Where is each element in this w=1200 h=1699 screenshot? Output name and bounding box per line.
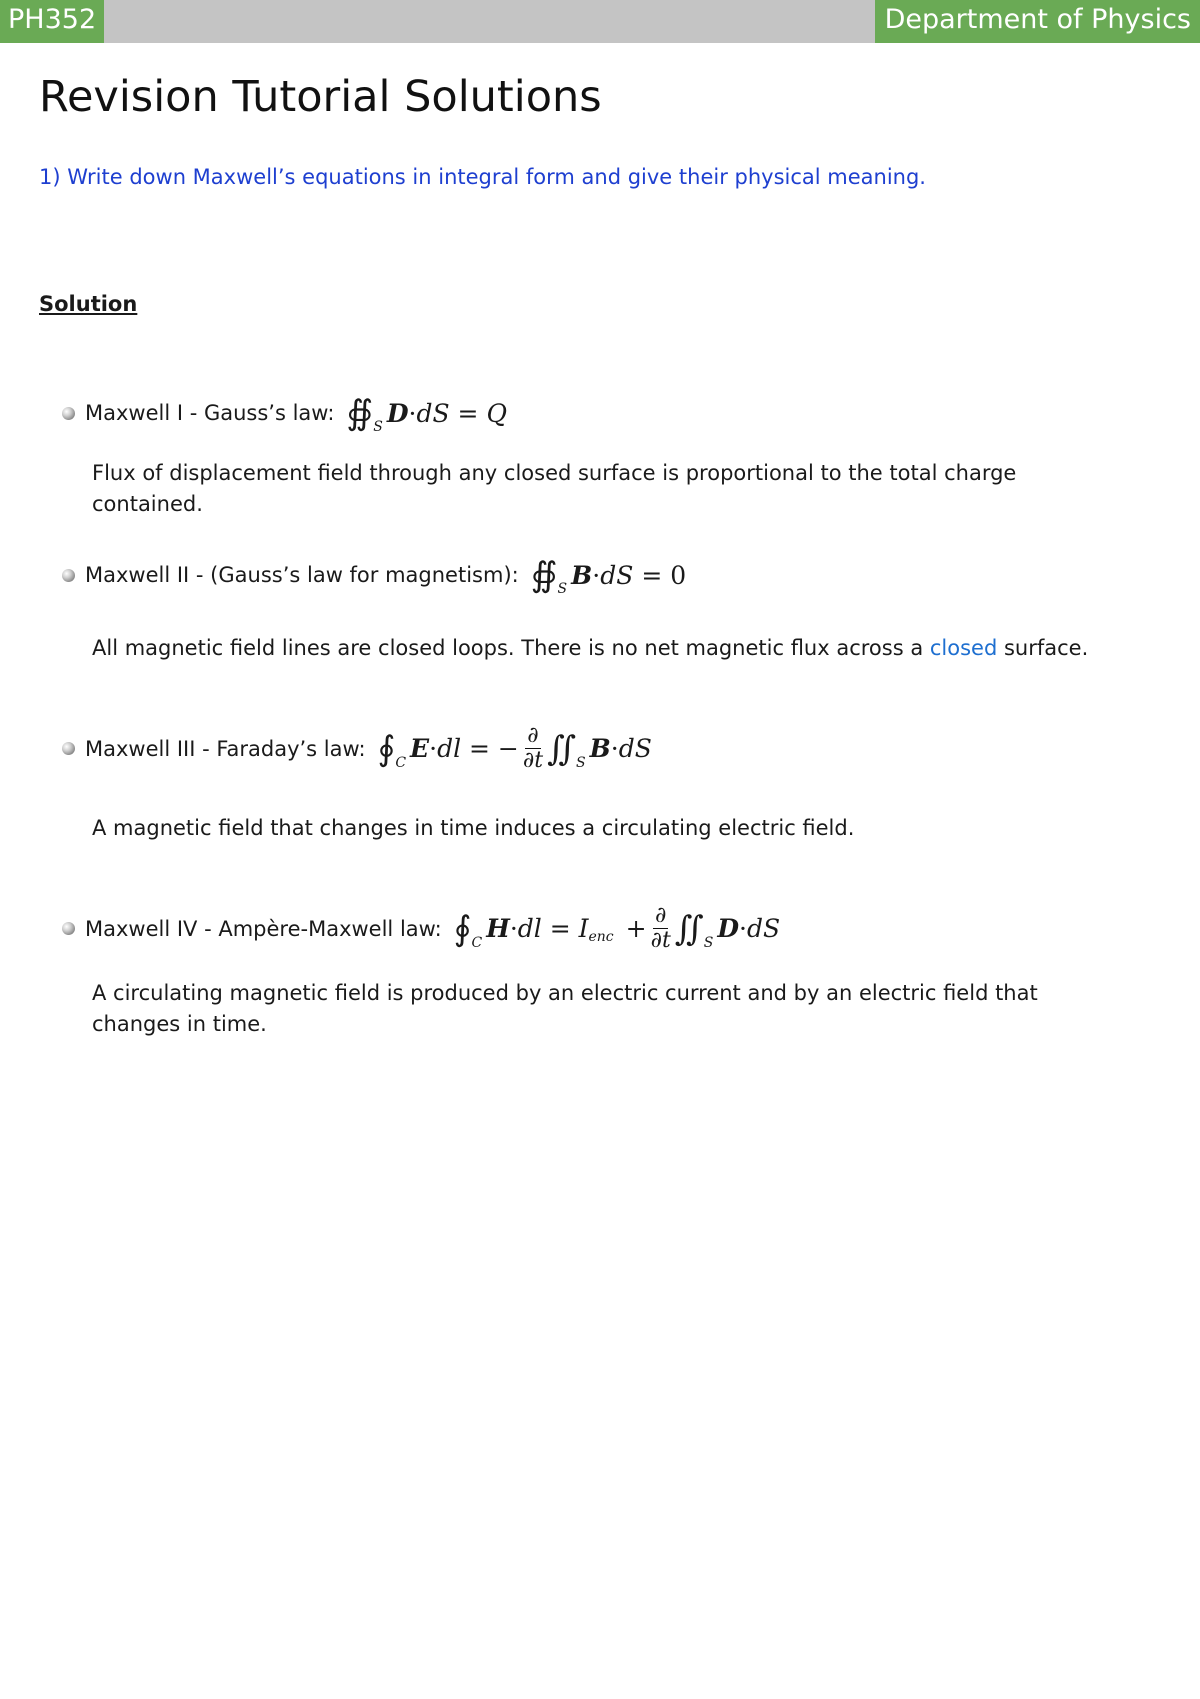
bullet-icon xyxy=(62,742,75,755)
course-code-tag: PH352 xyxy=(0,0,104,43)
bullet-icon xyxy=(62,569,75,582)
question-text: 1) Write down Maxwell’s equations in integral form and give their physical meaning. xyxy=(39,165,926,189)
page-title: Revision Tutorial Solutions xyxy=(39,72,602,122)
law-label: Maxwell I - Gauss’s law: xyxy=(85,401,335,425)
highlight-word: closed xyxy=(929,636,998,660)
ampere-maxwell-equation: ∮ C H · dl = I enc + $\frac{\partial}{\partial t}$ ∬ S D · dS xyxy=(453,903,781,953)
solution-heading: Solution xyxy=(39,292,138,316)
gauss-law-equation: ∯ S D · dS = Q xyxy=(346,393,507,435)
department-tag: Department of Physics xyxy=(875,0,1200,43)
law-maxwell-4 xyxy=(62,904,780,953)
law-maxwell-2 xyxy=(62,555,686,595)
bullet-icon xyxy=(62,407,75,420)
law-label: Maxwell III - Faraday’s law: xyxy=(85,736,366,761)
law-label: Maxwell IV - Ampère-Maxwell law: xyxy=(85,916,442,941)
law-description: A magnetic field that changes in time induces a circulating electric field. xyxy=(92,816,855,840)
law-maxwell-3 xyxy=(62,724,652,773)
faraday-law-equation: ∮ C E · dl = − $\frac{\partial}{\partial t}$ ∬ S B · dS xyxy=(377,723,652,773)
law-description: All magnetic field lines are closed loops. There is no net magnetic flux across a closed surface. xyxy=(92,636,1089,660)
law-description: A circulating magnetic field is produced by an electric current and by an electric field that changes in time. xyxy=(92,981,1038,1036)
gauss-magnetism-equation: ∯ S B · dS = 0 xyxy=(530,555,687,597)
bullet-icon xyxy=(62,922,75,935)
law-description: Flux of displacement field through any closed surface is proportional to the total charge contained. xyxy=(92,461,1017,516)
law-label: Maxwell II - (Gauss’s law for magnetism): xyxy=(85,563,519,587)
law-maxwell-1 xyxy=(62,393,507,433)
